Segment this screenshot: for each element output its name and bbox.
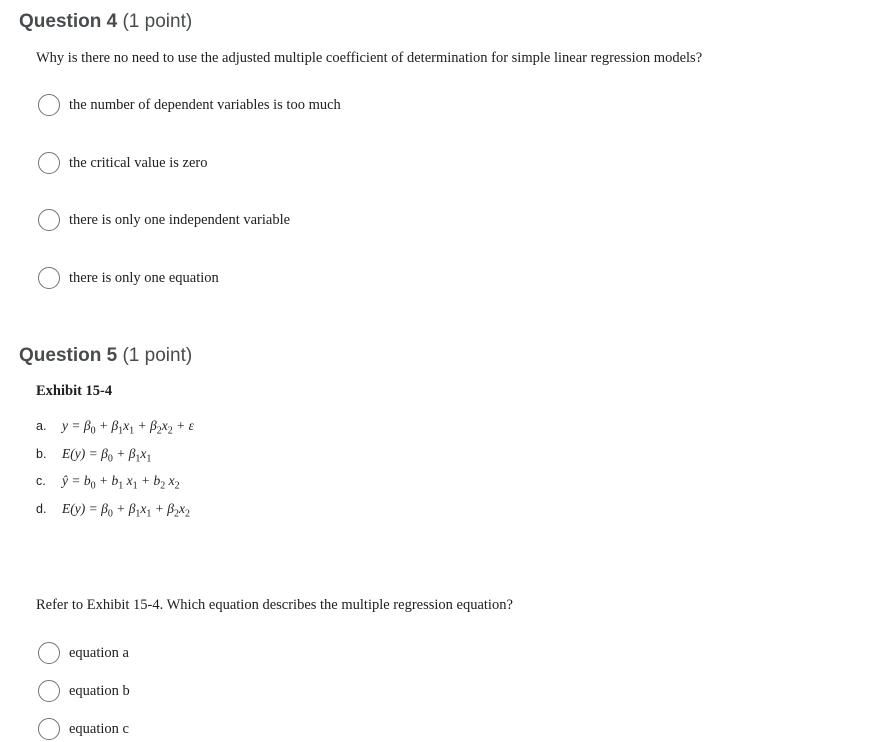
question-4-title [19, 11, 192, 33]
radio-button[interactable] [38, 152, 60, 174]
radio-button[interactable] [38, 718, 60, 740]
equation-letter: a. [36, 419, 47, 433]
equation-b-formula: $E(y) = \beta_0 + \beta_1x_1$ [62, 445, 152, 465]
option-label: equation c [69, 720, 129, 737]
radio-button[interactable] [38, 94, 60, 116]
equation-letter: c. [36, 474, 46, 489]
exhibit-title: Exhibit 15-4 [36, 383, 113, 399]
radio-button[interactable] [38, 209, 60, 231]
radio-button[interactable] [38, 680, 60, 702]
option-label: equation b [69, 682, 130, 699]
question-5-option-2[interactable] [38, 678, 130, 704]
equation-a [36, 415, 194, 443]
question-4-option-4[interactable] [38, 265, 219, 291]
option-label: the critical value is zero [69, 154, 208, 171]
equation-a-formula: $y = \beta_0 + \beta_1x_1 + \beta_2x_2 + \varepsilon$ [62, 418, 194, 437]
question-5-option-1[interactable] [38, 640, 129, 666]
question-5-option-3[interactable] [38, 716, 129, 742]
equation-b [36, 443, 194, 471]
option-label: the number of dependent variables is too much [69, 96, 341, 113]
equation-letter: b. [36, 446, 47, 461]
option-label: equation a [69, 644, 129, 661]
equation-c-formula: ŷ = $b_0 + b_1$ $x_1 + b_2$ $x_2$ [62, 473, 180, 493]
equation-d [36, 498, 194, 526]
question-4-option-3[interactable] [38, 207, 290, 233]
equation-letter: d. [36, 502, 47, 517]
option-label: there is only one independent variable [69, 211, 291, 228]
option-label: there is only one equation [69, 269, 219, 286]
question-5-text: Refer to Exhibit 15-4. Which equation describes the multiple regression equation? [36, 597, 513, 613]
equation-c [36, 470, 194, 498]
question-5-points: (1 point) [122, 345, 193, 366]
question-5-title [19, 345, 192, 367]
exhibit-equations [36, 415, 194, 526]
radio-button[interactable] [38, 267, 60, 289]
question-5-number: Question 5 [19, 345, 118, 366]
question-4-option-1[interactable] [38, 92, 341, 118]
question-4-number: Question 4 [19, 11, 118, 32]
equation-d-formula: $E(y) = \beta_0 + \beta_1x_1 + \beta_2x_2$ [62, 501, 191, 520]
radio-button[interactable] [38, 642, 60, 664]
question-4-text: Why is there no need to use the adjusted multiple coefficient of determination for simple linear regression models? [36, 50, 703, 66]
question-4-points: (1 point) [122, 11, 193, 32]
question-4-option-2[interactable] [38, 150, 208, 176]
